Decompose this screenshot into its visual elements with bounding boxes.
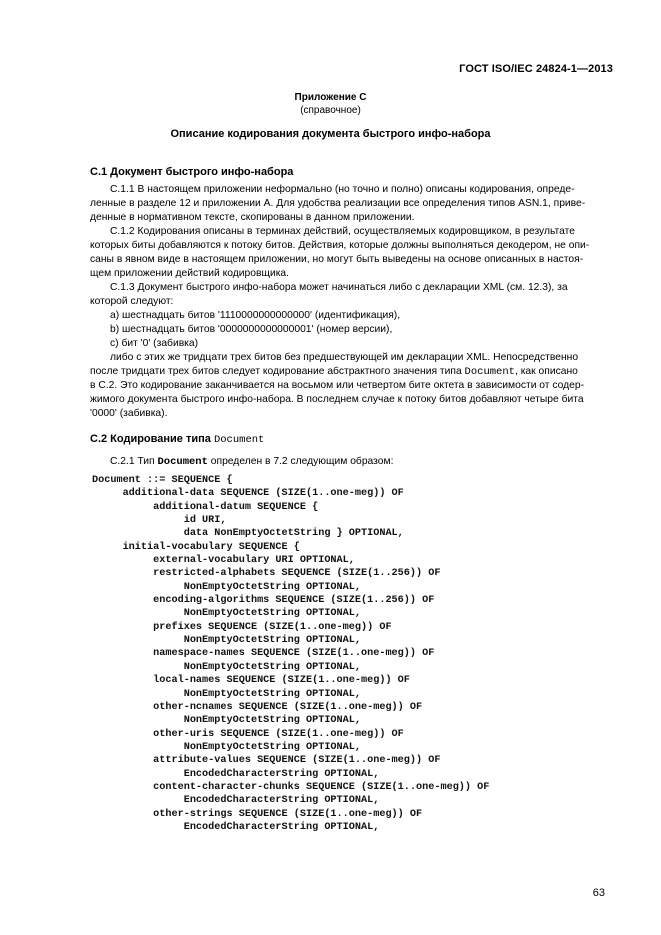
paragraph-c13-cont-line: '0000' (забивка). <box>90 408 168 419</box>
paragraph-c12-line: щем приложении действий кодировщика. <box>90 268 290 279</box>
code-line: other-strings SEQUENCE (SIZE(1..one-meg)) OF <box>92 808 423 820</box>
heading-code: Document <box>213 434 265 446</box>
code-line: EncodedCharacterString OPTIONAL, <box>92 795 380 807</box>
code-line: other-uris SEQUENCE (SIZE(1..one-meg)) OF <box>92 728 404 740</box>
text-span: определен в 7.2 следующим образом: <box>207 456 394 467</box>
code-line: EncodedCharacterString OPTIONAL, <box>92 821 380 833</box>
paragraph-c11-line: C.1.1 В настоящем приложении неформально (но точно и полно) описаны кодирования, опреде- <box>110 184 575 195</box>
list-item-b: b) шестнадцать битов '0000000000000001' (номер версии), <box>110 324 393 335</box>
code-line: additional-datum SEQUENCE { <box>92 501 319 513</box>
paragraph-c13-line: которой следуют: <box>90 296 174 307</box>
annex-heading: Описание кодирования документа быстрого инфо-набора <box>170 128 491 140</box>
code-line: NonEmptyOctetString OPTIONAL, <box>92 741 361 753</box>
paragraph-c21 <box>110 456 393 468</box>
code-line: data NonEmptyOctetString } OPTIONAL, <box>92 528 404 540</box>
code-line: additional-data SEQUENCE (SIZE(1..one-meg)) OF <box>92 488 404 500</box>
code-line: NonEmptyOctetString OPTIONAL, <box>92 635 361 647</box>
code-line: other-ncnames SEQUENCE (SIZE(1..one-meg)) OF <box>92 701 423 713</box>
code-line: namespace-names SEQUENCE (SIZE(1..one-meg)) OF <box>92 648 435 660</box>
code-line: NonEmptyOctetString OPTIONAL, <box>92 608 361 620</box>
code-line: attribute-values SEQUENCE (SIZE(1..one-meg)) OF <box>92 755 441 767</box>
code-line: initial-vocabulary SEQUENCE { <box>92 541 300 553</box>
code-line: restricted-alphabets SEQUENCE (SIZE(1..256)) OF <box>92 568 441 580</box>
text-span: , как описано <box>514 366 578 377</box>
code-line: EncodedCharacterString OPTIONAL, <box>92 768 380 780</box>
document-header: ГОСТ ISO/IEC 24824-1—2013 <box>459 63 613 75</box>
paragraph-c11-line: ленные в разделе 12 и приложении А. Для удобства реализации все определения типов ASN.1, приве- <box>90 198 586 209</box>
code-line: local-names SEQUENCE (SIZE(1..one-meg)) OF <box>92 675 410 687</box>
paragraph-c12-line: саны в явном виде в настоящем приложении, но могут быть выведены на основе описанных в настоя- <box>90 254 584 265</box>
code-line: NonEmptyOctetString OPTIONAL, <box>92 688 361 700</box>
heading-text: C.2 Кодирование типа <box>90 433 214 445</box>
code-line: prefixes SEQUENCE (SIZE(1..one-meg)) OF <box>92 621 392 633</box>
paragraph-c12-line: которых биты добавляются к потоку битов. Действия, которые должны выполняться декодером, не опи- <box>90 240 590 251</box>
code-line: NonEmptyOctetString OPTIONAL, <box>92 715 361 727</box>
paragraph-c13-cont-line <box>90 366 578 378</box>
code-line: content-character-chunks SEQUENCE (SIZE(1..one-meg)) OF <box>92 781 490 793</box>
text-span: C.2.1 Тип <box>110 456 158 467</box>
inline-code: Document <box>464 366 515 378</box>
list-item-c: c) бит '0' (забивка) <box>110 338 199 349</box>
code-line: encoding-algorithms SEQUENCE (SIZE(1..256)) OF <box>92 595 435 607</box>
annex-title: Приложение C <box>294 92 367 103</box>
paragraph-c12-line: C.1.2 Кодирования описаны в терминах действий, осуществляемых кодировщиком, в результате <box>110 226 575 237</box>
text-span: после тридцати трех битов следует кодирование абстрактного значения типа <box>90 366 465 377</box>
code-line: id URI, <box>92 515 227 527</box>
paragraph-c13-line: C.1.3 Документ быстрого инфо-набора может начинаться либо с декларации XML (см. 12.3), за <box>110 282 568 293</box>
code-line: external-vocabulary URI OPTIONAL, <box>92 555 355 567</box>
section-c2-heading <box>90 433 264 446</box>
paragraph-c11-line: денные в нормативном тексте, скопированы в данном приложении. <box>90 212 415 223</box>
paragraph-c13-cont-line: в C.2. Это кодирование заканчивается на восьмом или четвертом бите октета в зависимости от содер- <box>90 380 585 391</box>
paragraph-c13-cont-line: жимого документа быстрого инфо-набора. В последнем случае к потоку битов добавляют четыре бита <box>90 394 584 405</box>
code-line: NonEmptyOctetString OPTIONAL, <box>92 661 361 673</box>
asn1-code-block <box>92 474 489 834</box>
page-number: 63 <box>592 887 605 899</box>
code-line: NonEmptyOctetString OPTIONAL, <box>92 581 361 593</box>
inline-code: Document <box>157 456 208 468</box>
annex-type: (справочное) <box>300 105 361 116</box>
list-item-a: a) шестнадцать битов '1110000000000000' (идентификация), <box>110 310 401 321</box>
section-c1-heading: C.1 Документ быстрого инфо-набора <box>90 166 294 178</box>
paragraph-c13-cont-line: либо с этих же тридцати трех битов без предшествующей им декларации XML. Непосредственно <box>110 352 579 363</box>
code-line: Document ::= SEQUENCE { <box>92 475 233 486</box>
